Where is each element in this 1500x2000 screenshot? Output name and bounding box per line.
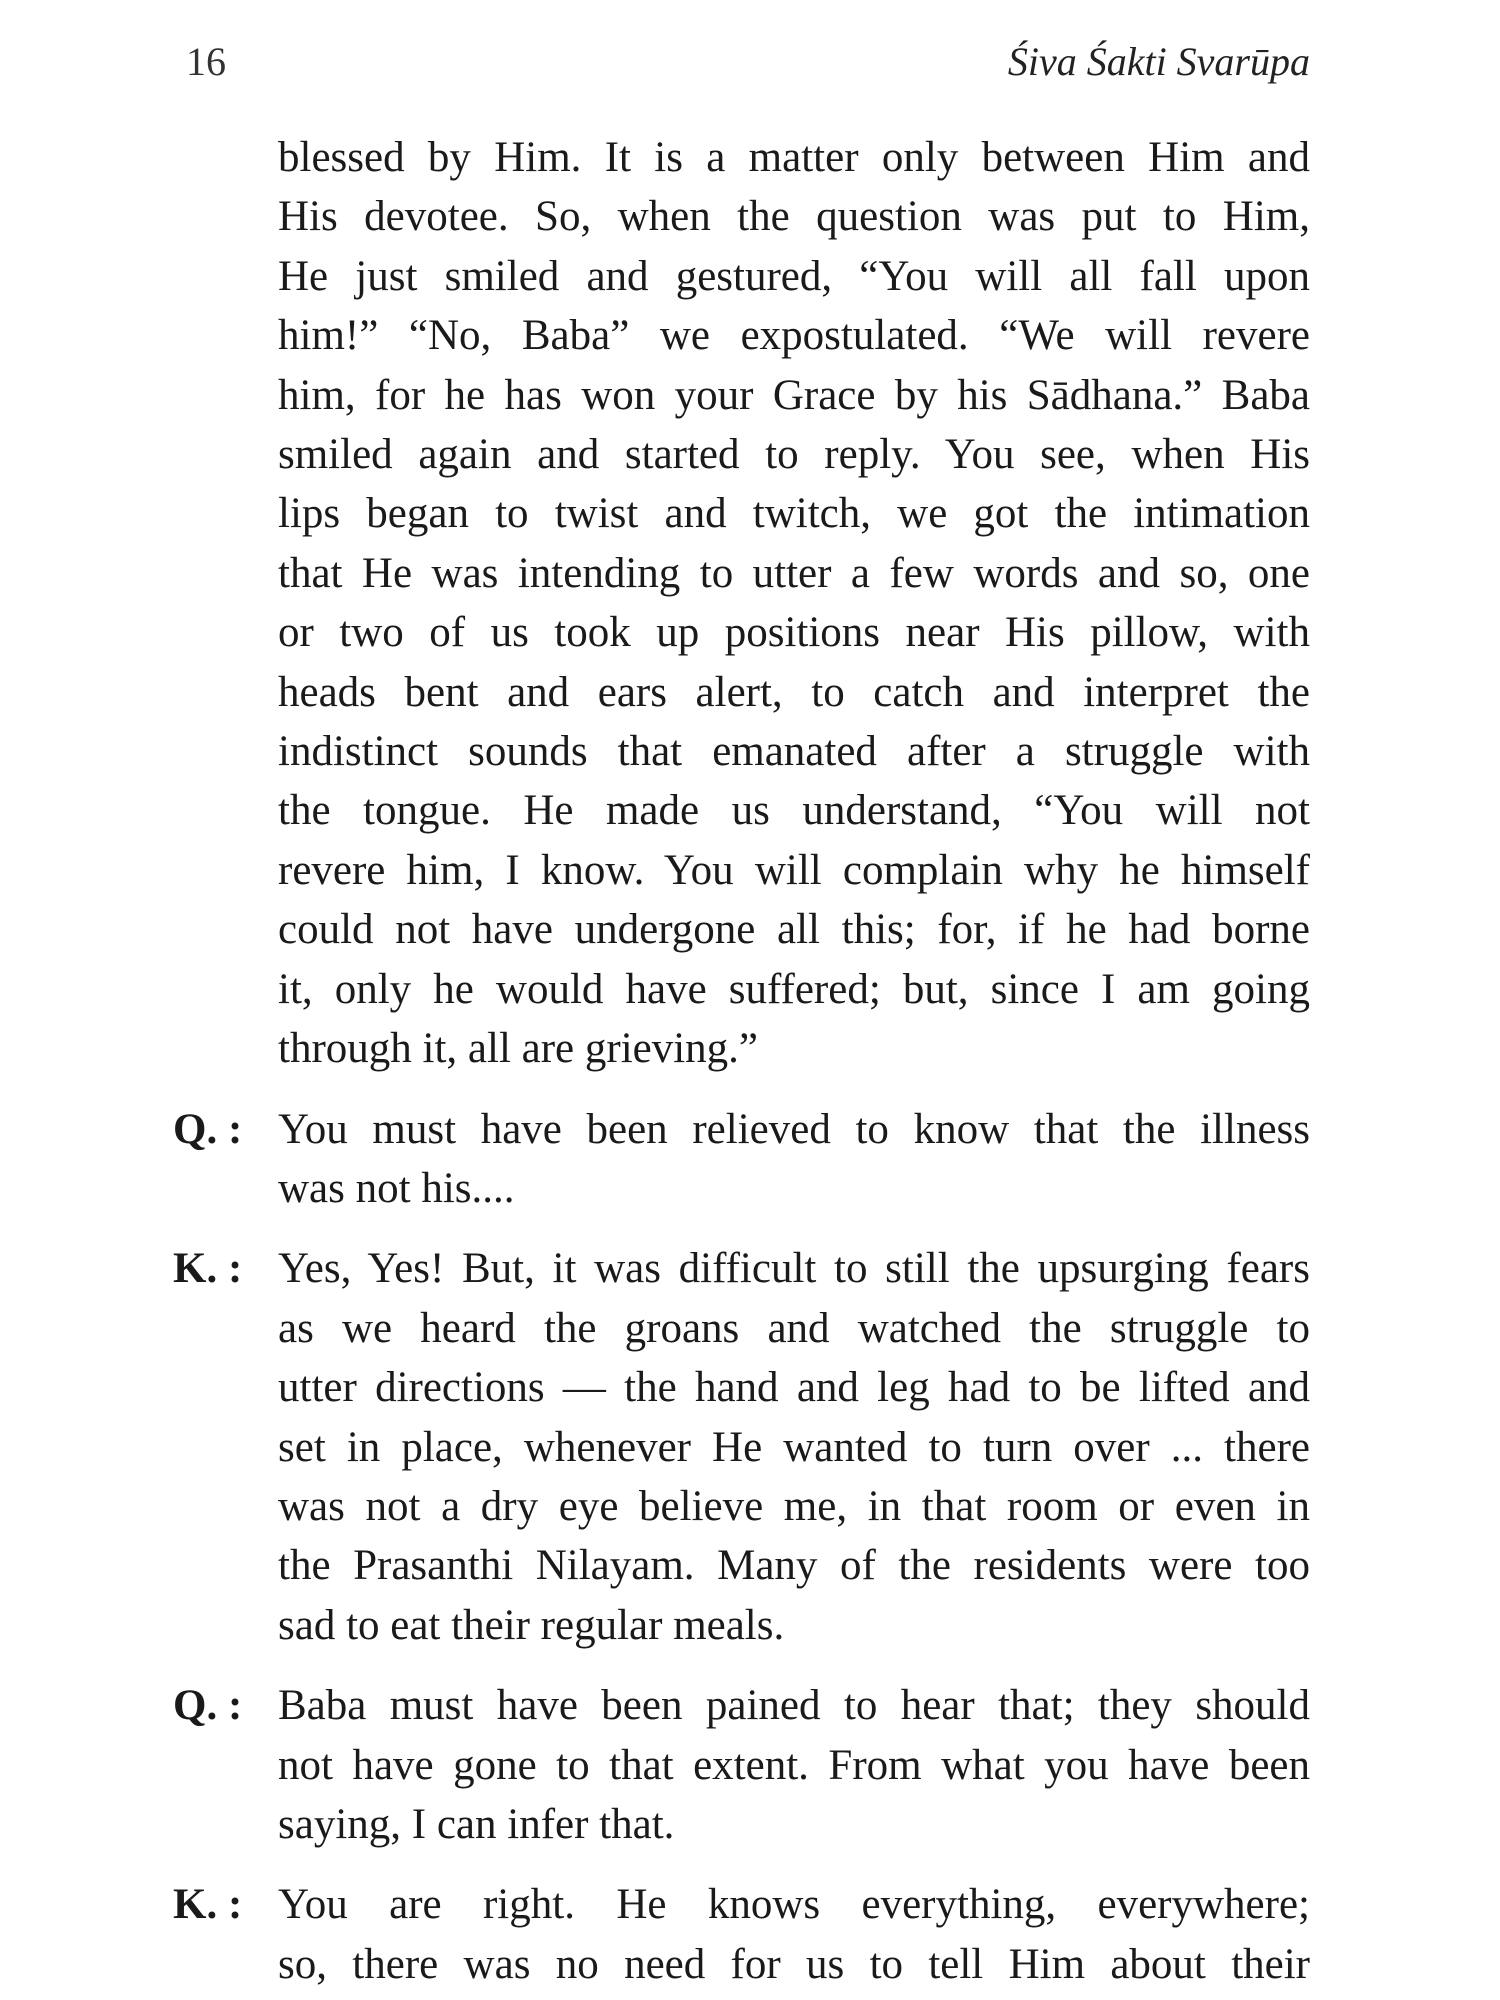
text-line: Baba must have been pained to hear that; they should (278, 1682, 1310, 1730)
text-line: revere him, I know. You will complain why he himself (278, 846, 1310, 894)
text-line: or two of us took up positions near His pillow, with (278, 609, 1310, 657)
text-line: the Prasanthi Nilayam. Many of the residents were too (278, 1542, 1310, 1590)
text-line: heads bent and ears alert, to catch and interpret the (278, 668, 1310, 716)
text-line: it, only he would have suffered; but, since I am going (278, 965, 1310, 1013)
text-line: Yes, Yes! But, it was difficult to still the upsurging fears (278, 1245, 1310, 1293)
text-line: indistinct sounds that emanated after a struggle with (278, 728, 1310, 776)
text-line: not have gone to that extent. From what you have been (278, 1741, 1310, 1789)
page-number: 16 (186, 39, 226, 84)
text-line: saying, I can infer that. (278, 1800, 675, 1848)
speaker-label: K. : (173, 1881, 243, 1929)
text-line: He just smiled and gestured, “You will all fall upon (278, 252, 1310, 300)
text-line: You are right. He knows everything, everywhere; (278, 1881, 1310, 1929)
speaker-label: Q. : (173, 1682, 243, 1730)
text-line: lips began to twist and twitch, we got the intimation (278, 490, 1310, 538)
text-line: the tongue. He made us understand, “You will not (278, 787, 1310, 835)
exchange-answer-1 (160, 1239, 1310, 1655)
text-line: that He was intending to utter a few words and so, one (278, 549, 1310, 597)
page-body (160, 128, 1310, 1994)
exchange-answer-2 (160, 1875, 1310, 1994)
text-line: could not have undergone all this; for, if he had borne (278, 906, 1310, 954)
text-line: as we heard the groans and watched the struggle to (278, 1304, 1310, 1352)
text-line: utter directions — the hand and leg had to be lifted and (278, 1364, 1310, 1412)
exchange-question-2 (160, 1676, 1310, 1854)
opening-paragraph (278, 128, 1310, 1079)
text-line: blessed by Him. It is a matter only between Him and (278, 134, 1310, 181)
text-line: was not a dry eye believe me, in that room or even in (278, 1482, 1310, 1530)
text-line: You must have been relieved to know that the illness (278, 1105, 1310, 1153)
text-line: through it, all are grieving.” (278, 1025, 759, 1073)
text-line: so, there was no need for us to tell Him about their (278, 1940, 1310, 1988)
text-line: was not his.... (278, 1164, 515, 1212)
text-line: set in place, whenever He wanted to turn over ... there (278, 1423, 1310, 1471)
speaker-label: Q. : (173, 1105, 243, 1153)
text-line: sad to eat their regular meals. (278, 1601, 785, 1649)
text-line: smiled again and started to reply. You see, when His (278, 431, 1310, 479)
text-line: His devotee. So, when the question was put to Him, (278, 193, 1310, 241)
exchange-question-1 (160, 1100, 1310, 1219)
text-line: him, for he has won your Grace by his Sādhana.” Baba (278, 371, 1310, 419)
running-title: Śiva Śakti Svarūpa (1007, 39, 1310, 84)
text-line: him!” “No, Baba” we expostulated. “We will revere (278, 312, 1310, 360)
speaker-label: K. : (173, 1245, 243, 1293)
